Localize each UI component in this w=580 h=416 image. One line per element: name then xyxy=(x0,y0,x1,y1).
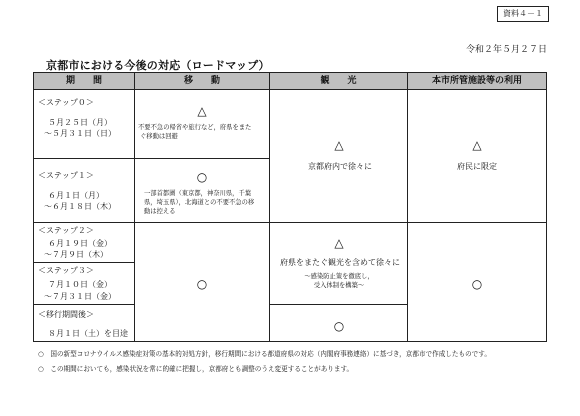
tourism-later-note: 府県をまたぐ観光を含めて徐々に xyxy=(280,258,400,267)
header-period: 期 間 xyxy=(34,73,135,90)
header-movement: 移 動 xyxy=(135,73,270,90)
footnote: ○ この期間においても，感染状況を常に的確に把握し，京都府とも調整のうえ変更することがあります。 xyxy=(38,365,354,373)
row-divider xyxy=(34,222,546,223)
step2-start: ６月１９日（金） xyxy=(48,239,112,248)
circle-symbol: ○ xyxy=(333,319,345,333)
movement-step1-note: 一部首都圏（東京都，神奈川県，千葉 県，埼玉県），北海道との不要不急の移 動は控える xyxy=(144,190,255,215)
circle-symbol: ○ xyxy=(196,277,208,291)
triangle-symbol: △ xyxy=(472,138,482,152)
step2-label: ＜ステップ２＞ xyxy=(38,226,94,235)
step3-label: ＜ステップ３＞ xyxy=(38,266,94,275)
movement-step0-note: 不要不急の帰省や旅行など，府県をまた ぐ移動は回避 xyxy=(138,124,252,140)
row-divider xyxy=(34,304,135,305)
header-facilities: 本市所管施設等の利用 xyxy=(408,73,546,90)
tourism-sub-note: ～感染防止策を徹底し， 受入体制を構築～ xyxy=(304,273,374,289)
row-divider xyxy=(270,304,408,305)
footnote: ○ 国の新型コロナウイルス感染症対策の基本的対処方針，移行期間における都道府県の対応（内閣府事務連絡）に基づき，京都市で作成したものです。 xyxy=(38,350,491,358)
row-divider xyxy=(34,158,270,159)
row-divider xyxy=(34,262,135,263)
triangle-symbol: △ xyxy=(334,236,344,250)
triangle-symbol: △ xyxy=(334,138,344,152)
step0-start: ５月２５日（月） xyxy=(48,118,112,127)
step2-end: ～７月９日（木） xyxy=(44,250,108,259)
circle-symbol: ○ xyxy=(471,277,483,291)
step0-label: ＜ステップ０＞ xyxy=(38,98,94,107)
document-badge: 資料４－１ xyxy=(497,6,549,22)
document-title: 京都市における今後の対応（ロードマップ） xyxy=(46,59,270,72)
tourism-early-note: 京都府内で徐々に xyxy=(308,162,372,171)
header-tourism: 観 光 xyxy=(270,73,408,90)
step3-start: ７月１０日（金） xyxy=(48,280,112,289)
step3-end: ～７月３１日（金） xyxy=(44,292,116,301)
step1-start: ６月１日（月） xyxy=(48,191,104,200)
step1-end: ～６月１８日（木） xyxy=(44,202,116,211)
after-start: ８月１日（土）を目途 xyxy=(48,329,128,338)
facilities-early-note: 府民に限定 xyxy=(457,162,497,171)
circle-symbol: ○ xyxy=(196,170,208,184)
triangle-symbol: △ xyxy=(197,104,207,118)
roadmap-table xyxy=(33,72,547,342)
document-date: 令和２年５月２７日 xyxy=(465,45,547,55)
step1-label: ＜ステップ１＞ xyxy=(38,171,94,180)
after-label: ＜移行期間後＞ xyxy=(38,310,94,319)
step0-end: ～５月３１日（日） xyxy=(44,129,116,138)
